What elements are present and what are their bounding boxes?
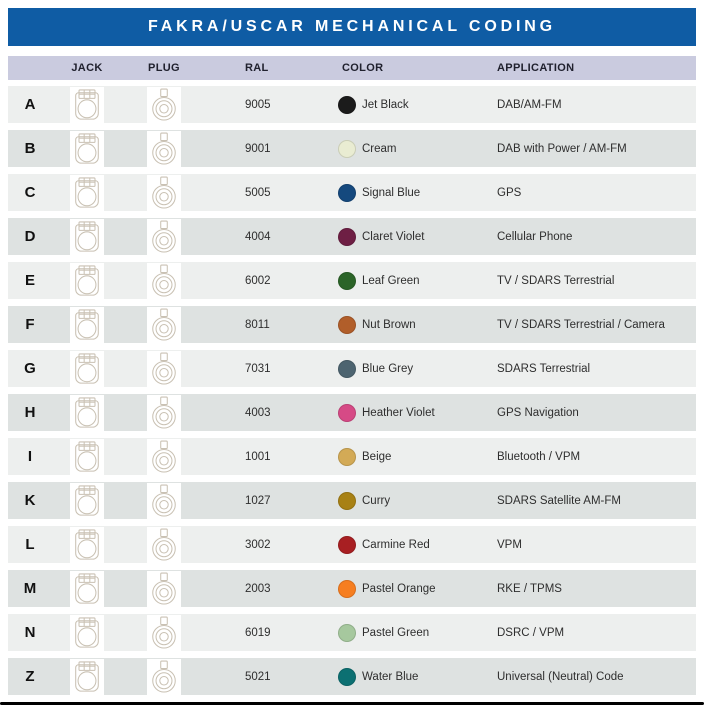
- jack-connector-icon: [70, 483, 104, 519]
- color-name: Heather Violet: [362, 406, 435, 419]
- title-bar: [8, 8, 696, 46]
- application-text: TV / SDARS Terrestrial / Camera: [497, 318, 665, 331]
- plug-connector-icon: [147, 351, 181, 387]
- jack-cell: [52, 307, 122, 343]
- code-letter: N: [24, 624, 36, 641]
- plug-cell: [122, 307, 206, 343]
- plug-connector-icon: [147, 175, 181, 211]
- jack-cell: [52, 483, 122, 519]
- column-header-ral: RAL: [245, 62, 269, 74]
- application-text: Universal (Neutral) Code: [497, 670, 624, 683]
- color-name: Jet Black: [362, 98, 409, 111]
- table-row: [8, 570, 696, 607]
- color-swatch: [338, 448, 356, 466]
- plug-cell: [122, 87, 206, 123]
- application-text: TV / SDARS Terrestrial: [497, 274, 615, 287]
- plug-connector-icon: [147, 395, 181, 431]
- code-letter: L: [25, 536, 35, 553]
- jack-cell: [52, 439, 122, 475]
- table-row: [8, 658, 696, 695]
- jack-connector-icon: [70, 395, 104, 431]
- jack-cell: [52, 351, 122, 387]
- table-row: [8, 306, 696, 343]
- code-letter: H: [24, 404, 36, 421]
- code-letter: Z: [25, 668, 35, 685]
- plug-cell: [122, 439, 206, 475]
- jack-cell: [52, 571, 122, 607]
- color-swatch: [338, 184, 356, 202]
- jack-connector-icon: [70, 87, 104, 123]
- jack-connector-icon: [70, 527, 104, 563]
- application-text: DSRC / VPM: [497, 626, 565, 639]
- ral-number: 1001: [245, 450, 271, 463]
- ral-number: 9005: [245, 98, 271, 111]
- color-cell: [306, 448, 457, 466]
- table-row: [8, 262, 696, 299]
- plug-cell: [122, 263, 206, 299]
- color-cell: [306, 668, 457, 686]
- plug-connector-icon: [147, 483, 181, 519]
- bottom-rule: [0, 702, 704, 705]
- plug-cell: [122, 483, 206, 519]
- code-letter: A: [24, 96, 36, 113]
- plug-connector-icon: [147, 131, 181, 167]
- column-header-jack: JACK: [71, 62, 103, 74]
- color-swatch: [338, 624, 356, 642]
- application-text: GPS: [497, 186, 522, 199]
- application-text: SDARS Satellite AM-FM: [497, 494, 621, 507]
- color-swatch: [338, 580, 356, 598]
- application-text: VPM: [497, 538, 522, 551]
- ral-number: 5021: [245, 670, 271, 683]
- color-cell: [306, 140, 457, 158]
- color-swatch: [338, 404, 356, 422]
- color-swatch: [338, 316, 356, 334]
- plug-cell: [122, 571, 206, 607]
- table-row: [8, 614, 696, 651]
- jack-connector-icon: [70, 219, 104, 255]
- ral-number: 4004: [245, 230, 271, 243]
- color-cell: [306, 360, 457, 378]
- code-letter: B: [24, 140, 36, 157]
- application-text: SDARS Terrestrial: [497, 362, 591, 375]
- plug-connector-icon: [147, 571, 181, 607]
- color-swatch: [338, 228, 356, 246]
- color-name: Beige: [362, 450, 392, 463]
- jack-connector-icon: [70, 351, 104, 387]
- color-name: Curry: [362, 494, 391, 507]
- table-body: [8, 86, 696, 695]
- color-name: Cream: [362, 142, 397, 155]
- jack-connector-icon: [70, 571, 104, 607]
- jack-connector-icon: [70, 439, 104, 475]
- table-row: [8, 174, 696, 211]
- color-swatch: [338, 492, 356, 510]
- plug-connector-icon: [147, 439, 181, 475]
- plug-connector-icon: [147, 527, 181, 563]
- color-cell: [306, 272, 457, 290]
- jack-connector-icon: [70, 263, 104, 299]
- color-name: Carmine Red: [362, 538, 430, 551]
- ral-number: 5005: [245, 186, 271, 199]
- jack-connector-icon: [70, 659, 104, 695]
- column-header-color: COLOR: [342, 62, 384, 74]
- table-row: [8, 350, 696, 387]
- jack-connector-icon: [70, 175, 104, 211]
- ral-number: 7031: [245, 362, 271, 375]
- code-letter: F: [25, 316, 35, 333]
- table-row: [8, 482, 696, 519]
- color-cell: [306, 96, 457, 114]
- color-cell: [306, 624, 457, 642]
- code-letter: M: [23, 580, 37, 597]
- jack-connector-icon: [70, 615, 104, 651]
- table-row: [8, 438, 696, 475]
- table-row: [8, 218, 696, 255]
- application-text: RKE / TPMS: [497, 582, 562, 595]
- jack-cell: [52, 395, 122, 431]
- plug-cell: [122, 219, 206, 255]
- plug-connector-icon: [147, 307, 181, 343]
- table-row: [8, 86, 696, 123]
- plug-cell: [122, 615, 206, 651]
- code-letter: I: [27, 448, 33, 465]
- color-swatch: [338, 360, 356, 378]
- column-header-application: APPLICATION: [497, 62, 575, 74]
- color-name: Water Blue: [362, 670, 419, 683]
- plug-cell: [122, 351, 206, 387]
- jack-cell: [52, 175, 122, 211]
- color-cell: [306, 536, 457, 554]
- ral-number: 3002: [245, 538, 271, 551]
- plug-cell: [122, 395, 206, 431]
- plug-connector-icon: [147, 87, 181, 123]
- application-text: Cellular Phone: [497, 230, 573, 243]
- plug-cell: [122, 659, 206, 695]
- color-cell: [306, 228, 457, 246]
- jack-connector-icon: [70, 131, 104, 167]
- code-letter: E: [24, 272, 35, 289]
- ral-number: 8011: [245, 318, 270, 331]
- color-swatch: [338, 668, 356, 686]
- ral-number: 1027: [245, 494, 271, 507]
- jack-cell: [52, 263, 122, 299]
- plug-cell: [122, 527, 206, 563]
- color-swatch: [338, 96, 356, 114]
- table-row: [8, 526, 696, 563]
- color-name: Nut Brown: [362, 318, 416, 331]
- color-swatch: [338, 536, 356, 554]
- color-cell: [306, 492, 457, 510]
- color-name: Pastel Orange: [362, 582, 436, 595]
- plug-connector-icon: [147, 263, 181, 299]
- color-swatch: [338, 140, 356, 158]
- color-swatch: [338, 272, 356, 290]
- jack-cell: [52, 527, 122, 563]
- color-name: Blue Grey: [362, 362, 414, 375]
- code-letter: D: [24, 228, 36, 245]
- application-text: Bluetooth / VPM: [497, 450, 581, 463]
- jack-cell: [52, 659, 122, 695]
- column-header-plug: PLUG: [148, 62, 180, 74]
- color-name: Pastel Green: [362, 626, 430, 639]
- color-name: Claret Violet: [362, 230, 425, 243]
- plug-cell: [122, 175, 206, 211]
- jack-cell: [52, 87, 122, 123]
- application-text: DAB/AM-FM: [497, 98, 562, 111]
- plug-connector-icon: [147, 659, 181, 695]
- color-cell: [306, 184, 457, 202]
- jack-cell: [52, 615, 122, 651]
- code-letter: K: [24, 492, 36, 509]
- page-title: FAKRA/USCAR MECHANICAL CODING: [148, 18, 556, 35]
- table-row: [8, 394, 696, 431]
- ral-number: 4003: [245, 406, 271, 419]
- application-text: GPS Navigation: [497, 406, 579, 419]
- plug-connector-icon: [147, 615, 181, 651]
- column-header-row: [8, 56, 696, 80]
- jack-connector-icon: [70, 307, 104, 343]
- ral-number: 6019: [245, 626, 271, 639]
- ral-number: 2003: [245, 582, 271, 595]
- color-cell: [306, 404, 457, 422]
- color-name: Leaf Green: [362, 274, 420, 287]
- jack-cell: [52, 131, 122, 167]
- color-name: Signal Blue: [362, 186, 421, 199]
- ral-number: 9001: [245, 142, 271, 155]
- color-cell: [306, 580, 457, 598]
- plug-cell: [122, 131, 206, 167]
- table-row: [8, 130, 696, 167]
- color-cell: [306, 316, 457, 334]
- code-letter: G: [24, 360, 36, 377]
- code-letter: C: [24, 184, 36, 201]
- application-text: DAB with Power / AM-FM: [497, 142, 627, 155]
- ral-number: 6002: [245, 274, 271, 287]
- plug-connector-icon: [147, 219, 181, 255]
- jack-cell: [52, 219, 122, 255]
